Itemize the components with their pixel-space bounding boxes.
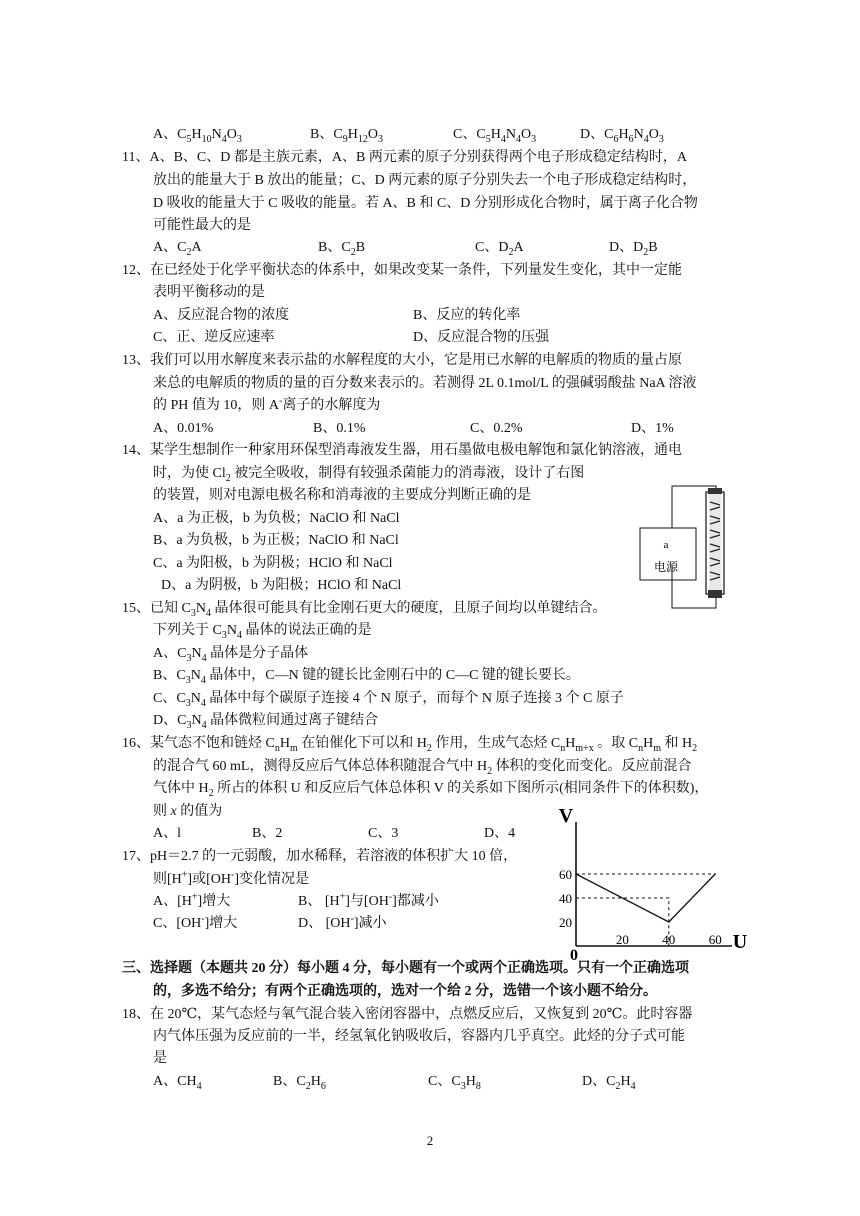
- q12-line-1: 12、在已经处于化学平衡状态的体系中，如果改变某一条件，下列量发生变化，其中一定能: [122, 263, 682, 278]
- q10-option-c: C、$C_5H_4N_4O_3$: [453, 127, 537, 145]
- q14-line-3: 的装置，则对电源电极名称和消毒液的主要成分判断正确的是: [153, 488, 531, 503]
- q18-option-c: C、$C_3H_8$: [428, 1074, 481, 1092]
- q14-line-2: 时，为使 $Cl_2$ 被完全吸收，制得有较强杀菌能力的消毒液，设计了右图: [153, 466, 585, 484]
- section3-heading-line-2: 的，多选不给分；有两个正确选项的，选对一个给 2 分，选错一个该小题不给分。: [153, 984, 657, 999]
- volume-graph: [552, 805, 752, 964]
- electrode-label-a: a: [663, 539, 669, 551]
- y-axis-label: V: [558, 805, 574, 827]
- q13-option-d: D、1%: [631, 421, 674, 436]
- q16-line-2: 的混合气 60 mL，测得反应后气体总体积随混合气中 $H_2$ 体积的变化而变化。反应前混合: [153, 759, 692, 777]
- q18-line-2: 内气体压强为反应前的一半，经氢氧化钠吸收后，容器内几乎真空。此烃的分子式可能: [153, 1029, 685, 1044]
- page-number: 2: [426, 1133, 434, 1148]
- q15-line-1: 15、已知 $C_3N_4$ 晶体很可能具有比金刚石更大的硬度，且原子间均以单键结合。: [122, 601, 607, 619]
- q17-option-b: B、 [H+]与[OH-]都减小: [298, 891, 439, 909]
- x-tick-label-3: 60: [708, 932, 722, 947]
- data-point-2: [714, 873, 716, 875]
- q14-option-a: A、a 为正极，b 为负极；NaClO 和 NaCl: [153, 511, 400, 526]
- q12-line-2: 表明平衡移动的是: [153, 285, 265, 300]
- x-axis-label: U: [732, 931, 748, 953]
- q13-option-b: B、0.1%: [313, 421, 366, 436]
- q16-option-b: B、2: [252, 826, 283, 841]
- data-point-1: [668, 921, 670, 923]
- q17-option-a: A、[H+]增大: [153, 891, 231, 909]
- q12-option-a: A、反应混合物的浓度: [153, 308, 290, 323]
- electrolysis-apparatus-figure: [636, 478, 748, 612]
- q11-option-b: B、$C_2B$: [318, 240, 366, 258]
- q12-option-d: D、反应混合物的压强: [413, 330, 550, 345]
- q16-option-d: D、4: [484, 826, 516, 841]
- y-tick-label-2: 60: [559, 867, 572, 882]
- q16-option-a: A、l: [153, 826, 181, 841]
- x-tick-label-0: 0: [570, 947, 578, 964]
- q11-option-a: A、$C_2A$: [153, 240, 202, 258]
- q18-option-b: B、$C_2H_6$: [273, 1074, 326, 1092]
- series-segment-1: [669, 874, 715, 922]
- q18-line-3: 是: [153, 1051, 167, 1066]
- x-tick-label-2: 40: [662, 932, 676, 947]
- q13-option-a: A、0.01%: [153, 421, 214, 436]
- q14-option-b: B、a 为负极，b 为正极；NaClO 和 NaCl: [153, 533, 399, 548]
- q11-line-4: 可能性最大的是: [153, 218, 251, 233]
- q16-line-3: 气体中 $H_2$ 所占的体积 U 和反应后气体总体积 V 的关系如下图所示(相同条件下的体积数)，: [153, 781, 709, 799]
- q15-option-d: D、$C_3N_4$ 晶体微粒间通过离子键结合: [153, 713, 379, 731]
- section3-heading-line-1: 三、选择题（本题共 20 分）每小题 4 分，每小题有一个或两个正确选项。只有一个正确选项: [122, 961, 689, 976]
- q11-option-c: C、$D_2A$: [475, 240, 524, 258]
- q14-option-c: C、a 为阳极，b 为阴极；HClO 和 NaCl: [153, 556, 393, 571]
- q13-line-1: 13、我们可以用水解度来表示盐的水解程度的大小，它是用已水解的电解质的物质的量占原: [122, 353, 682, 368]
- q17-option-c: C、[OH-]增大: [153, 913, 238, 931]
- q15-option-c: C、$C_3N_4$ 晶体中每个碳原子连接 4 个 N 原子，而每个 N 原子连接 3 个 C 原子: [153, 691, 624, 709]
- q14-option-d: D、a 为阴极，b 为阳极；HClO 和 NaCl: [161, 578, 402, 593]
- data-point-0: [575, 873, 577, 875]
- q10-option-d: D、$C_6H_6N_4O_3$: [580, 127, 664, 145]
- q11-option-d: D、$D_2B$: [609, 240, 658, 258]
- q15-option-a: A、$C_3N_4$ 晶体是分子晶体: [153, 646, 309, 664]
- q12-option-b: B、反应的转化率: [413, 308, 521, 323]
- y-tick-label-1: 40: [559, 891, 572, 906]
- q18-option-d: D、$C_2H_4$: [582, 1074, 636, 1092]
- q11-line-3: D 吸收的能量大于 C 吸收的能量。若 A、B 和 C、D 分别形成化合物时，属于离子化合物: [153, 196, 698, 211]
- q16-line-4: 则 x 的值为: [153, 804, 223, 819]
- q13-option-c: C、0.2%: [470, 421, 523, 436]
- q11-line-1: 11、A、B、C、D 都是主族元素，A、B 两元素的原子分别获得两个电子形成稳定结构时，A: [122, 150, 687, 165]
- q13-line-2: 来总的电解质的物质的量的百分数来表示的。若测得 2L 0.1mol/L 的强碱弱酸盐 NaA 溶液: [153, 376, 697, 391]
- q17-option-d: D、 [OH-]减小: [298, 913, 387, 931]
- power-source-label: 电源: [654, 560, 679, 574]
- q14-line-1: 14、某学生想制作一种家用环保型消毒液发生器，用石墨做电极电解饱和氯化钠溶液，通电: [122, 443, 682, 458]
- q18-line-1: 18、在 20℃，某气态烃与氧气混合装入密闭容器中，点燃反应后，又恢复到 20℃。此时容器: [122, 1007, 693, 1022]
- q16-option-c: C、3: [368, 826, 399, 841]
- q12-option-c: C、正、逆反应速率: [153, 330, 275, 345]
- q17-line-1: 17、pH＝2.7 的一元弱酸，加水稀释，若溶液的体积扩大 10 倍，: [122, 849, 518, 864]
- x-tick-label-1: 20: [615, 932, 629, 947]
- q13-line-3: 的 PH 值为 10，则 A-离子的水解度为: [153, 395, 381, 413]
- q16-line-1: 16、某气态不饱和链烃 $C_nH_m$ 在铂催化下可以和 $H_2$ 作用，生成气态烃 $C_nH_{m+x}$ 。取 $C_nH_m$ 和 $H_2$: [122, 736, 698, 754]
- q10-option-a: A、$C_5H_{10}N_4O_3$: [153, 127, 242, 145]
- q15-line-2: 下列关于 $C_3N_4$ 晶体的说法正确的是: [153, 623, 372, 641]
- q17-line-2: 则[H+]或[OH-]变化情况是: [153, 869, 309, 887]
- q10-option-b: B、$C_9H_{12}O_3$: [310, 127, 383, 145]
- q15-option-b: B、$C_3N_4$ 晶体中，C—N 键的键长比金刚石中的 C—C 键的键长要长。: [153, 668, 580, 686]
- q11-line-2: 放出的能量大于 B 放出的能量；C、D 两元素的原子分别失去一个电子形成稳定结构时，: [153, 173, 697, 188]
- q18-option-a: A、$CH_4$: [153, 1074, 202, 1092]
- y-tick-label-0: 20: [559, 915, 572, 930]
